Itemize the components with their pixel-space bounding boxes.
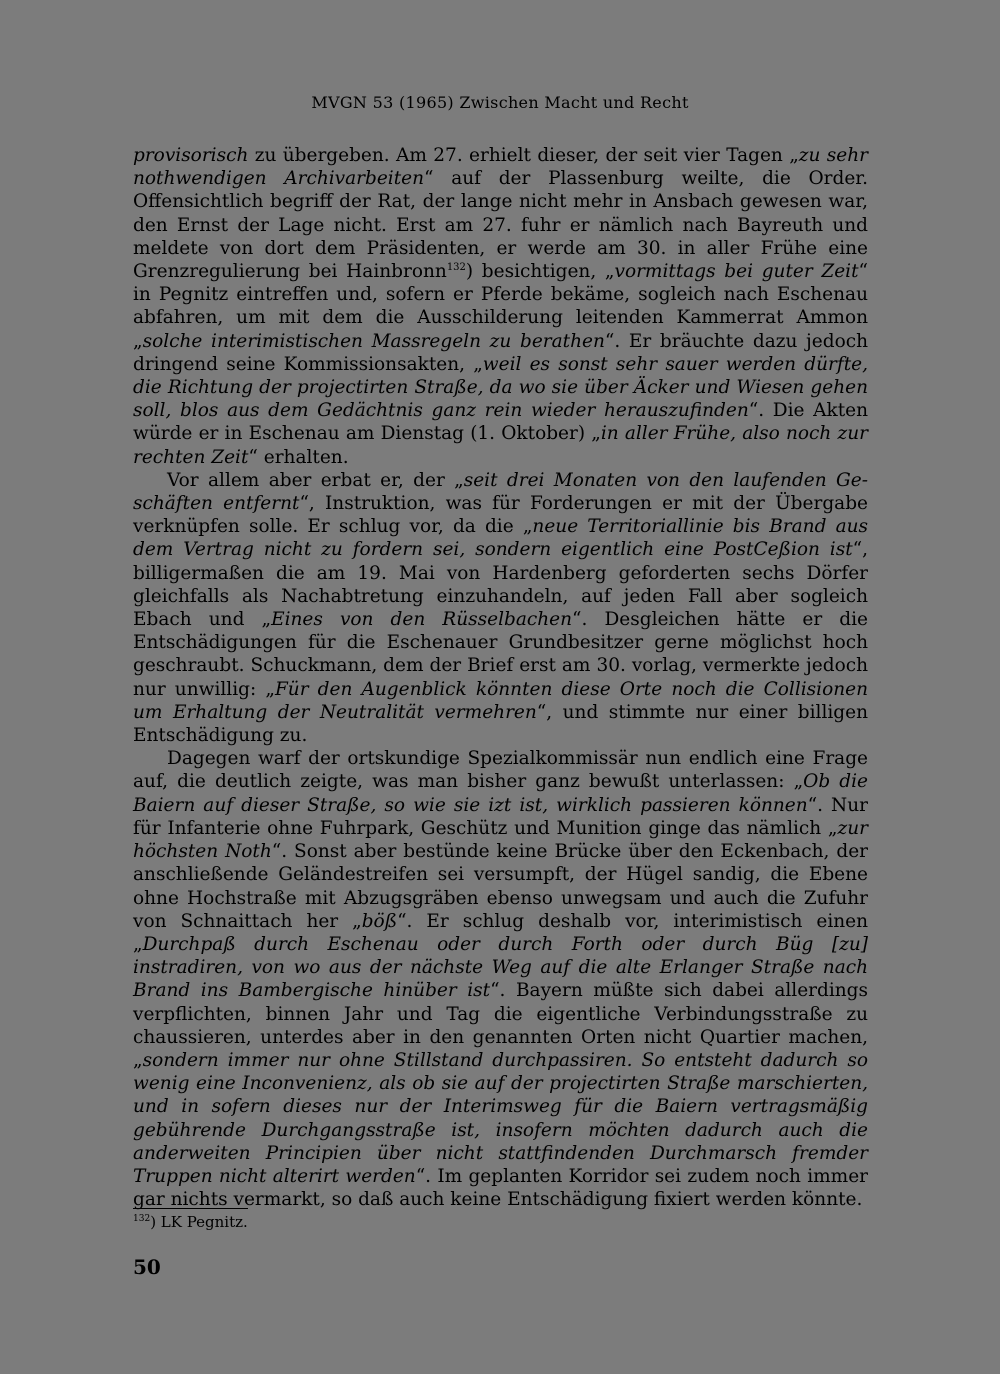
italic-quote: Eines von den Rüsselbachen (271, 609, 573, 631)
footnote (133, 1213, 248, 1231)
body-text (133, 144, 868, 1211)
italic-quote: zu sehr nothwendigen Archivarbeiten (133, 145, 869, 190)
text-run: “, billigermaßen die am 19. Mai von Hardenberg geforderten sechs Dörfer gleichfalls als Nachabtretung einzuhandeln, auf jeden Fall aber sogleich Ebach und „ (133, 539, 868, 631)
footnote-text: ) LK Pegnitz. (150, 1213, 248, 1231)
italic-quote: neue Territoriallinie bis Brand aus dem Vertrag nicht zu fordern sei, sondern eigentlich eine PostCeßion ist (133, 516, 869, 561)
italic-quote: Für den Augenblick könnten diese Orte noch die Collisionen um Erhaltung der Neutralität vermehren (133, 678, 868, 723)
paragraph (133, 469, 868, 747)
text-run: “. Er schlug deshalb vor, interimistisch einen „ (133, 910, 869, 955)
italic-quote: weil es sonst sehr sauer werden dürfte, die Richtung der projectirten Straße, da wo sie über Äcker und Wiesen gehen soll, blos aus dem Gedächtnis ganz rein wieder herauszufinden (133, 353, 868, 422)
text-run: “, und stimmte nur einer billigen Entschädigung zu. (133, 701, 869, 747)
italic-quote: seit drei Monaten von den laufenden Geschäften entfernt (133, 469, 868, 515)
text-run: “, Instruktion, was für Forderungen er mit der Übergabe verknüpfen solle. Er schlug vor, da die „ (133, 493, 868, 538)
italic-quote: solche interimistischen Massregeln zu berathen (142, 330, 605, 352)
paragraph (133, 144, 868, 469)
italic-quote: sondern immer nur ohne Stillstand durchpassiren. So entsteht dadurch so wenig eine Inconvenienz, als ob sie auf der projectirten Straße marschierten, und in sofern dieses nur der Interimsweg für die Baiern vertragsmäßig gebührende Durchgangsstraße ist, insofern möchten dadurch auch die anderweiten Principien über nicht stattfindenden Durchmarsch fremder Truppen nicht alterirt werden (133, 1049, 868, 1187)
text-run: “. Nur für Infanterie ohne Fuhrpark, Geschütz und Munition ginge das nämlich „ (133, 794, 868, 839)
text-run: “. Er bräuchte dazu jedoch dringend seine Kommissionsakten, „ (133, 330, 868, 375)
text-run: “. Im geplanten Korridor sei zudem noch immer gar nichts vermarkt, so daß auch keine Entschädigung fixiert werden könnte. (133, 1165, 868, 1211)
italic-quote: böß (361, 910, 398, 932)
footnote-reference: 132 (446, 261, 466, 273)
paragraph (133, 747, 868, 1211)
running-header: MVGN 53 (1965) Zwischen Macht und Recht (311, 93, 689, 112)
text-run: zu übergeben. Am 27. erhielt dieser, der seit vier Tagen „ (248, 145, 799, 166)
footnote-number: 132 (133, 1214, 151, 1224)
italic-quote: Ob die Baiern auf dieser Straße, so wie sie izt ist, wirklich passieren können (133, 771, 868, 816)
text-run: “. Desgleichen hätte er die Entschädigungen für die Eschenauer Grundbesitzer gerne möglichst hoch geschraubt. Schuckmann, dem der Brief erst am 30. vorlag, vermerkte jedoch nur unwillig: „ (133, 609, 868, 700)
text-run: “. Die Akten würde er in Eschenau am Dienstag (1. Oktober) „ (133, 400, 868, 445)
text-run: “ auf der Plassenburg weilte, die Order. Offensichtlich begriff der Rat, der lange nicht mehr in Ansbach gewesen war, den Ernst der Lage nicht. Erst am 27. fuhr er nämlich nach Bayreuth und meldete von dort dem Präsidenten, er werde am 30. in aller Frühe eine Grenzregulierung bei Hainbronn (133, 168, 869, 283)
italic-quote: zur höchsten Noth (133, 817, 868, 863)
text-run: “. Bayern müßte sich dabei allerdings verpflichten, binnen Jahr und Tag die eigentliche Verbindungsstraße zu chaussieren, unterdes aber in den genannten Orten nicht Quartier machen, „ (133, 980, 868, 1071)
italic-quote: Durchpaß durch Eschenau oder durch Forth oder durch Büg [zu] instradiren, von wo aus der nächste Weg auf die alte Erlanger Straße nach Brand ins Bambergische hinüber ist (133, 933, 868, 1002)
page-number: 50 (133, 1255, 161, 1279)
text-run: “ in Pegnitz eintreffen und, sofern er Pferde bekäme, sogleich nach Eschenau abfahren, um mit dem die Ausschilderung leitenden Kammerrat Ammon „ (133, 261, 868, 352)
text-run: “. Sonst aber bestünde keine Brücke über den Eckenbach, der anschließende Geländestreifen sei versumpft, der Hügel sandig, die Ebene ohne Hochstraße mit Abzugsgräben ebenso unwegsam und auch die Zufuhr von Schnaittach her „ (133, 841, 868, 932)
italic-quote: vormittags bei guter Zeit (614, 261, 859, 283)
text-run: Vor allem aber erbat er, der „ (167, 469, 464, 491)
italic-quote: provisorisch (133, 145, 249, 166)
footnote-divider (133, 1208, 248, 1209)
text-run: Dagegen warf der ortskundige Spezialkommissär nun endlich eine Frage auf, die deutlich zeigte, was man bisher ganz bewußt unterlassen: „ (133, 748, 868, 793)
text-run: “ erhalten. (248, 446, 349, 468)
text-run: ) besichtigen, „ (465, 261, 615, 283)
italic-quote: in aller Frühe, also noch zur rechten Zeit (133, 423, 868, 468)
